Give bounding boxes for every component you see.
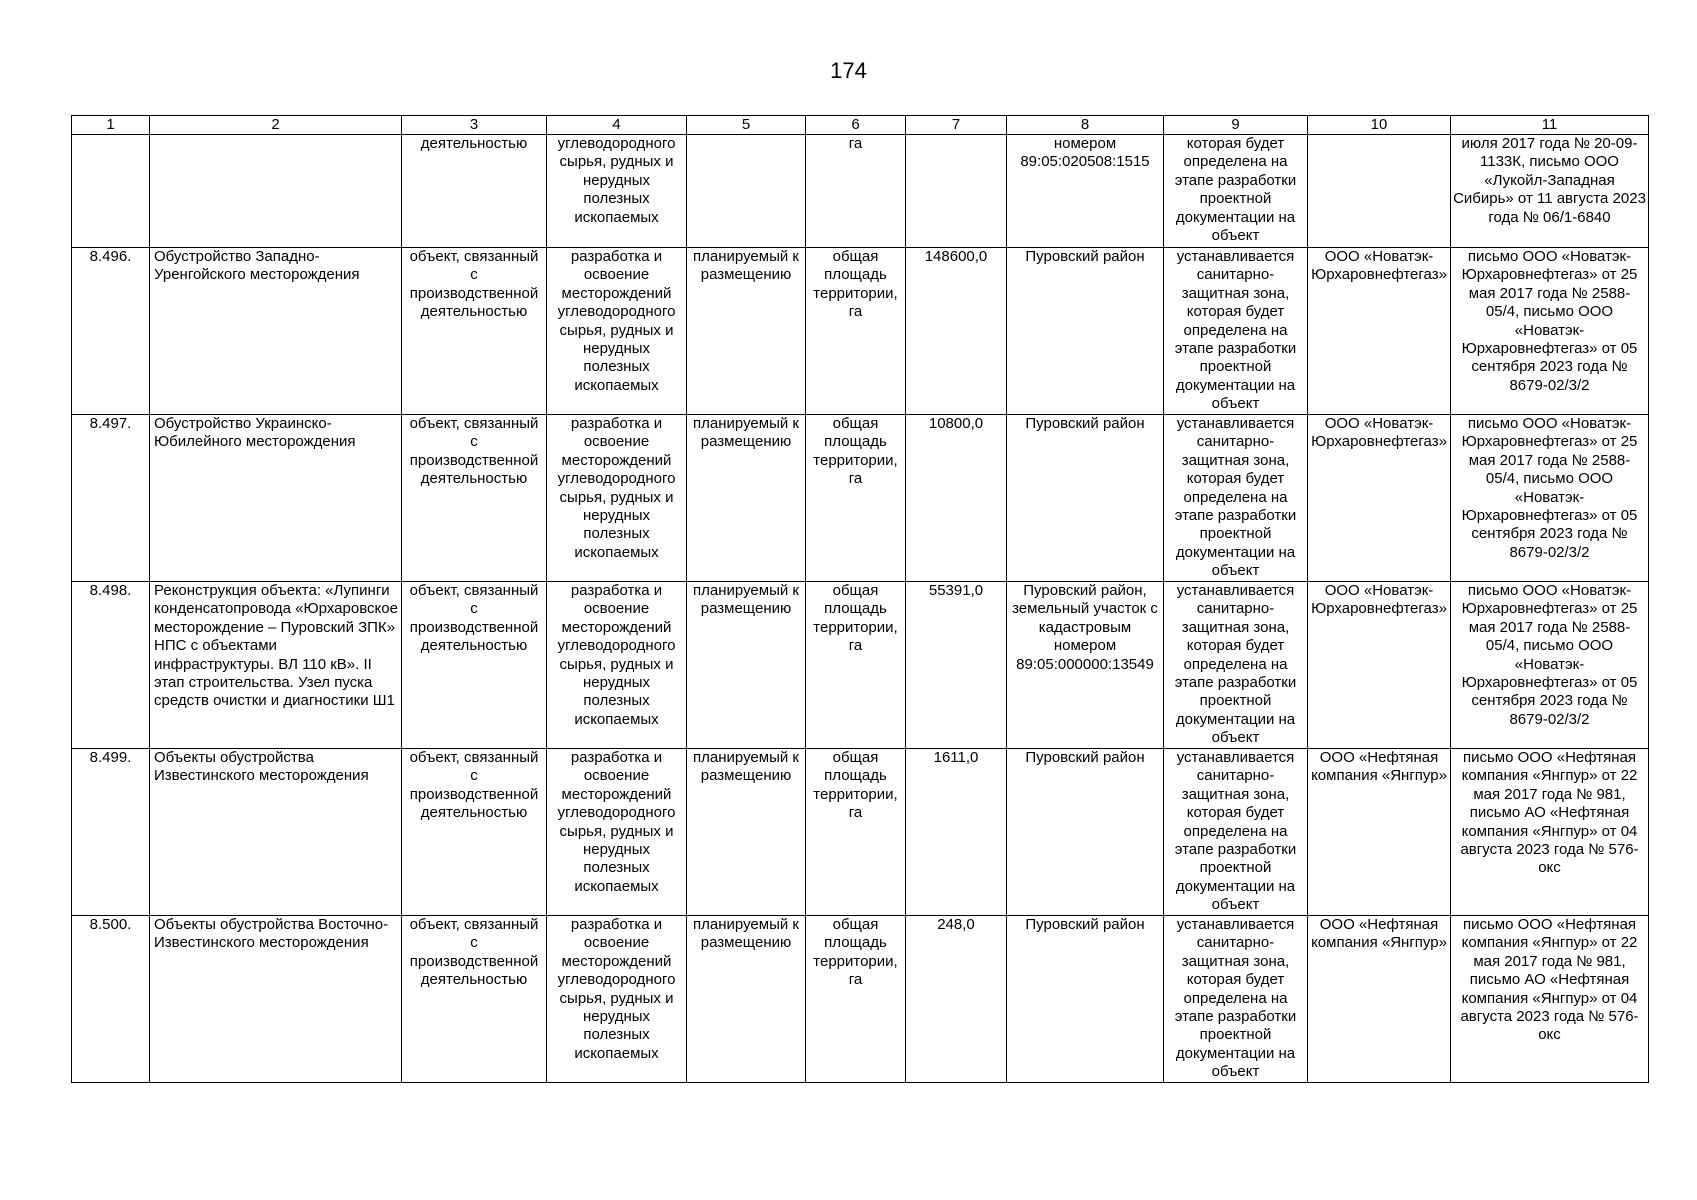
cell-purpose: углеводородного сырья, рудных и нерудных полезных ископаемых: [547, 135, 687, 248]
cell-object-type: объект, связанный с производственной деятельностью: [402, 415, 547, 582]
cell-organization: ООО «Нефтяная компания «Янгпур»: [1308, 749, 1451, 916]
cell-zone: устанавливается санитарно-защитная зона, которая будет определена на этапе разработки проектной документации на объект: [1164, 415, 1308, 582]
page-number: 174: [830, 58, 867, 83]
cell-location: Пуровский район: [1007, 916, 1164, 1083]
cell-location: Пуровский район, земельный участок с кадастровым номером 89:05:000000:13549: [1007, 582, 1164, 749]
cell-number: [72, 135, 150, 248]
cell-source: письмо ООО «Новатэк-Юрхаровнефтегаз» от 25 мая 2017 года № 2588-05/4, письмо ООО «Новатэк-Юрхаровнефтегаз» от 05 сентября 2023 года № 8679-02/3/2: [1451, 582, 1649, 749]
column-header: 8: [1007, 116, 1164, 135]
cell-zone: устанавливается санитарно-защитная зона, которая будет определена на этапе разработки проектной документации на объект: [1164, 248, 1308, 415]
column-header: 9: [1164, 116, 1308, 135]
cell-object-name: Обустройство Западно-Уренгойского месторождения: [150, 248, 402, 415]
cell-area: 1611,0: [906, 749, 1007, 916]
column-header: 11: [1451, 116, 1649, 135]
cell-status: планируемый к размещению: [687, 415, 806, 582]
cell-zone: устанавливается санитарно-защитная зона, которая будет определена на этапе разработки проектной документации на объект: [1164, 582, 1308, 749]
cell-object-name: Объекты обустройства Восточно-Известинского месторождения: [150, 916, 402, 1083]
cell-source: июля 2017 года № 20-09-1133К, письмо ООО «Лукойл-Западная Сибирь» от 11 августа 2023 года № 06/1-6840: [1451, 135, 1649, 248]
cell-object-type: объект, связанный с производственной деятельностью: [402, 749, 547, 916]
table-row-continuation: [72, 135, 1649, 248]
cell-area: 55391,0: [906, 582, 1007, 749]
cell-object-type: объект, связанный с производственной деятельностью: [402, 248, 547, 415]
cell-zone: устанавливается санитарно-защитная зона, которая будет определена на этапе разработки проектной документации на объект: [1164, 749, 1308, 916]
registry-table: [71, 115, 1649, 1083]
table-row: [72, 248, 1649, 415]
table-row: [72, 415, 1649, 582]
cell-source: письмо ООО «Нефтяная компания «Янгпур» от 22 мая 2017 года № 981, письмо АО «Нефтяная компания «Янгпур» от 04 августа 2023 года № 576-окс: [1451, 916, 1649, 1083]
cell-location: номером 89:05:020508:1515: [1007, 135, 1164, 248]
cell-source: письмо ООО «Нефтяная компания «Янгпур» от 22 мая 2017 года № 981, письмо АО «Нефтяная компания «Янгпур» от 04 августа 2023 года № 576-окс: [1451, 749, 1649, 916]
cell-purpose: разработка и освоение месторождений углеводородного сырья, рудных и нерудных полезных ископаемых: [547, 916, 687, 1083]
cell-source: письмо ООО «Новатэк-Юрхаровнефтегаз» от 25 мая 2017 года № 2588-05/4, письмо ООО «Новатэк-Юрхаровнефтегаз» от 05 сентября 2023 года № 8679-02/3/2: [1451, 248, 1649, 415]
column-header: 6: [806, 116, 906, 135]
cell-purpose: разработка и освоение месторождений углеводородного сырья, рудных и нерудных полезных ископаемых: [547, 749, 687, 916]
cell-object-type: деятельностью: [402, 135, 547, 248]
column-header: 1: [72, 116, 150, 135]
cell-source: письмо ООО «Новатэк-Юрхаровнефтегаз» от 25 мая 2017 года № 2588-05/4, письмо ООО «Новатэк-Юрхаровнефтегаз» от 05 сентября 2023 года № 8679-02/3/2: [1451, 415, 1649, 582]
cell-area: 148600,0: [906, 248, 1007, 415]
header-row: [72, 116, 1649, 135]
cell-number: 8.498.: [72, 582, 150, 749]
column-header: 4: [547, 116, 687, 135]
cell-zone: которая будет определена на этапе разработки проектной документации на объект: [1164, 135, 1308, 248]
column-header: 3: [402, 116, 547, 135]
cell-status: планируемый к размещению: [687, 248, 806, 415]
cell-number: 8.496.: [72, 248, 150, 415]
cell-characteristic: общая площадь территории, га: [806, 248, 906, 415]
cell-organization: ООО «Новатэк-Юрхаровнефтегаз»: [1308, 582, 1451, 749]
column-header: 5: [687, 116, 806, 135]
cell-status: [687, 135, 806, 248]
table-row: [72, 749, 1649, 916]
cell-number: 8.499.: [72, 749, 150, 916]
cell-zone: устанавливается санитарно-защитная зона, которая будет определена на этапе разработки проектной документации на объект: [1164, 916, 1308, 1083]
column-header: 7: [906, 116, 1007, 135]
cell-characteristic: га: [806, 135, 906, 248]
cell-object-type: объект, связанный с производственной деятельностью: [402, 916, 547, 1083]
cell-characteristic: общая площадь территории, га: [806, 415, 906, 582]
table-row: [72, 582, 1649, 749]
cell-purpose: разработка и освоение месторождений углеводородного сырья, рудных и нерудных полезных ископаемых: [547, 248, 687, 415]
column-header: 10: [1308, 116, 1451, 135]
cell-area: [906, 135, 1007, 248]
cell-characteristic: общая площадь территории, га: [806, 749, 906, 916]
cell-purpose: разработка и освоение месторождений углеводородного сырья, рудных и нерудных полезных ископаемых: [547, 582, 687, 749]
cell-number: 8.500.: [72, 916, 150, 1083]
cell-organization: ООО «Нефтяная компания «Янгпур»: [1308, 916, 1451, 1083]
cell-object-name: Обустройство Украинско-Юбилейного месторождения: [150, 415, 402, 582]
cell-location: Пуровский район: [1007, 415, 1164, 582]
cell-area: 10800,0: [906, 415, 1007, 582]
cell-object-type: объект, связанный с производственной деятельностью: [402, 582, 547, 749]
cell-status: планируемый к размещению: [687, 749, 806, 916]
cell-organization: ООО «Новатэк-Юрхаровнефтегаз»: [1308, 248, 1451, 415]
column-header: 2: [150, 116, 402, 135]
cell-characteristic: общая площадь территории, га: [806, 916, 906, 1083]
cell-number: 8.497.: [72, 415, 150, 582]
table-row: [72, 916, 1649, 1083]
cell-purpose: разработка и освоение месторождений углеводородного сырья, рудных и нерудных полезных ископаемых: [547, 415, 687, 582]
cell-organization: ООО «Новатэк-Юрхаровнефтегаз»: [1308, 415, 1451, 582]
cell-organization: [1308, 135, 1451, 248]
cell-object-name: Реконструкция объекта: «Лупинги конденсатопровода «Юрхаровское месторождение – Пуровский ЗПК» НПС с объектами инфраструктуры. ВЛ 110 кВ». II этап строительства. Узел пуска средств очистки и диагностики Ш1: [150, 582, 402, 749]
cell-location: Пуровский район: [1007, 749, 1164, 916]
cell-object-name: Объекты обустройства Известинского месторождения: [150, 749, 402, 916]
cell-status: планируемый к размещению: [687, 916, 806, 1083]
cell-area: 248,0: [906, 916, 1007, 1083]
cell-status: планируемый к размещению: [687, 582, 806, 749]
cell-characteristic: общая площадь территории, га: [806, 582, 906, 749]
cell-object-name: [150, 135, 402, 248]
cell-location: Пуровский район: [1007, 248, 1164, 415]
